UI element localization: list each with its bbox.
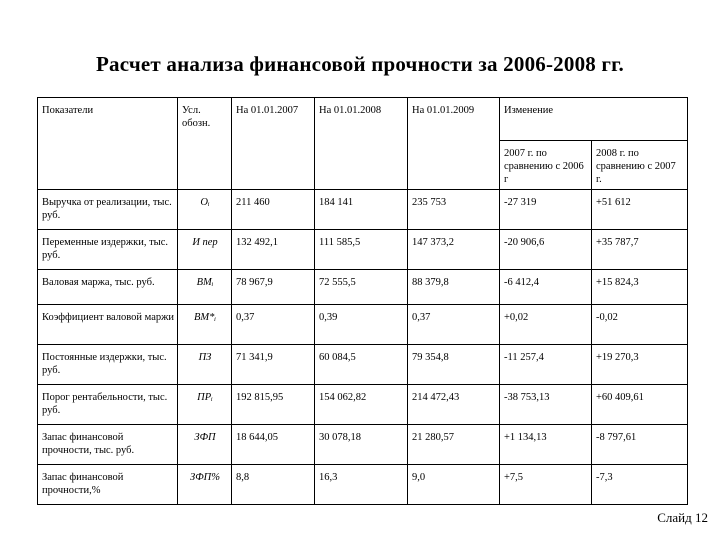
table-row — [38, 190, 688, 230]
row-value-2008: 184 141 — [315, 190, 408, 230]
row-value-2009: 147 373,2 — [408, 230, 500, 270]
row-change-2: -0,02 — [592, 305, 688, 345]
row-change-2: +60 409,61 — [592, 385, 688, 425]
row-symbol: И пер — [178, 230, 232, 270]
row-value-2009: 214 472,43 — [408, 385, 500, 425]
row-value-2008: 60 084,5 — [315, 345, 408, 385]
row-label: Валовая маржа, тыс. руб. — [38, 270, 178, 305]
header-change-2008-vs-2007: 2008 г. по сравнению с 2007 г. — [592, 141, 688, 190]
header-symbol: Усл. обозн. — [178, 98, 232, 190]
row-value-2007: 192 815,95 — [232, 385, 315, 425]
header-date-2008: На 01.01.2008 — [315, 98, 408, 190]
row-value-2008: 0,39 — [315, 305, 408, 345]
table-row — [38, 305, 688, 345]
header-date-2009: На 01.01.2009 — [408, 98, 500, 190]
row-value-2007: 132 492,1 — [232, 230, 315, 270]
table-row — [38, 385, 688, 425]
row-value-2007: 8,8 — [232, 465, 315, 505]
row-label: Коэффициент валовой маржи — [38, 305, 178, 345]
row-value-2008: 72 555,5 — [315, 270, 408, 305]
row-value-2008: 111 585,5 — [315, 230, 408, 270]
row-change-2: +51 612 — [592, 190, 688, 230]
row-symbol: ПЗ — [178, 345, 232, 385]
row-change-2: +35 787,7 — [592, 230, 688, 270]
row-symbol: ЗФП% — [178, 465, 232, 505]
row-value-2007: 71 341,9 — [232, 345, 315, 385]
row-symbol: ВM*ᵢ — [178, 305, 232, 345]
row-value-2009: 79 354,8 — [408, 345, 500, 385]
table-row — [38, 345, 688, 385]
row-label: Выручка от реализации, тыс. руб. — [38, 190, 178, 230]
header-indicators: Показатели — [38, 98, 178, 190]
header-change: Изменение — [500, 98, 688, 141]
header-change-2007-vs-2006: 2007 г. по сравнению с 2006 г — [500, 141, 592, 190]
row-value-2009: 88 379,8 — [408, 270, 500, 305]
row-label: Постоянные издержки, тыс. руб. — [38, 345, 178, 385]
slide-number: Слайд 12 — [657, 510, 708, 525]
row-value-2008: 30 078,18 — [315, 425, 408, 465]
row-value-2008: 16,3 — [315, 465, 408, 505]
row-change-2: +19 270,3 — [592, 345, 688, 385]
row-value-2007: 78 967,9 — [232, 270, 315, 305]
table-row — [38, 230, 688, 270]
row-label: Запас финансовой прочности,% — [38, 465, 178, 505]
row-label: Порог рентабельности, тыс. руб. — [38, 385, 178, 425]
slide-title: Расчет анализа финансовой прочности за 2006-2008 гг. — [96, 52, 624, 76]
row-value-2007: 0,37 — [232, 305, 315, 345]
row-change-1: -11 257,4 — [500, 345, 592, 385]
row-symbol: Oᵢ — [178, 190, 232, 230]
row-value-2008: 154 062,82 — [315, 385, 408, 425]
row-label: Запас финансовой прочности, тыс. руб. — [38, 425, 178, 465]
row-change-1: +7,5 — [500, 465, 592, 505]
row-change-1: +1 134,13 — [500, 425, 592, 465]
row-value-2007: 18 644,05 — [232, 425, 315, 465]
row-value-2007: 211 460 — [232, 190, 315, 230]
financial-strength-table — [37, 97, 688, 505]
row-value-2009: 9,0 — [408, 465, 500, 505]
header-row — [38, 98, 688, 141]
row-symbol: ВMᵢ — [178, 270, 232, 305]
table-row — [38, 465, 688, 505]
row-change-2: +15 824,3 — [592, 270, 688, 305]
header-date-2007: На 01.01.2007 — [232, 98, 315, 190]
row-change-1: +0,02 — [500, 305, 592, 345]
row-value-2009: 21 280,57 — [408, 425, 500, 465]
row-symbol: ЗФП — [178, 425, 232, 465]
row-value-2009: 235 753 — [408, 190, 500, 230]
row-value-2009: 0,37 — [408, 305, 500, 345]
table-row — [38, 425, 688, 465]
row-change-1: -27 319 — [500, 190, 592, 230]
row-change-1: -6 412,4 — [500, 270, 592, 305]
row-change-1: -38 753,13 — [500, 385, 592, 425]
row-label: Переменные издержки, тыс. руб. — [38, 230, 178, 270]
row-change-1: -20 906,6 — [500, 230, 592, 270]
row-change-2: -8 797,61 — [592, 425, 688, 465]
row-symbol: ПPᵢ — [178, 385, 232, 425]
row-change-2: -7,3 — [592, 465, 688, 505]
table-row — [38, 270, 688, 305]
